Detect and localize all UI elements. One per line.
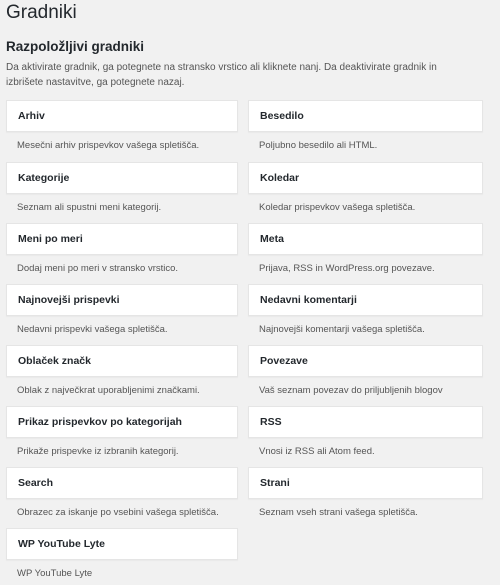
widget-description: Prikaže prispevke iz izbranih kategorij. <box>17 446 179 457</box>
widget-najnovejsi-prispevki[interactable] <box>6 284 238 336</box>
widget-title[interactable]: Povezave <box>248 345 483 377</box>
widget-arhiv[interactable] <box>6 100 238 152</box>
widget-title[interactable]: Meta <box>248 223 483 255</box>
widget-title[interactable]: Strani <box>248 467 483 499</box>
widget-title[interactable]: Meni po meri <box>6 223 238 255</box>
widget-description: Poljubno besedilo ali HTML. <box>259 140 378 151</box>
widget-povezave[interactable] <box>248 345 483 397</box>
widget-rss[interactable] <box>248 406 483 458</box>
page-title: Gradniki <box>6 2 77 23</box>
widget-description: Prijava, RSS in WordPress.org povezave. <box>259 263 435 274</box>
widget-prikaz-prispevkov-po-kategorijah[interactable] <box>6 406 238 458</box>
widget-description: Najnovejši komentarji vašega spletišča. <box>259 324 425 335</box>
widget-description: Nedavni prispevki vašega spletišča. <box>17 324 168 335</box>
widget-oblacek-znack[interactable] <box>6 345 238 397</box>
widget-title[interactable]: Search <box>6 467 238 499</box>
available-widgets-description: Da aktivirate gradnik, ga potegnete na stransko vrstico ali kliknete nanj. Da deaktivirate gradnik in izbrišete nastavitve, ga potegnete nazaj. <box>6 62 437 88</box>
widget-description: Seznam ali spustni meni kategorij. <box>17 202 162 213</box>
widget-description: Vaš seznam povezav do priljubljenih blogov <box>259 385 443 396</box>
widget-description: Koledar prispevkov vašega spletišča. <box>259 202 416 213</box>
widget-description: Oblak z največkrat uporabljenimi značkami. <box>17 385 200 396</box>
widget-title[interactable]: RSS <box>248 406 483 438</box>
widget-wp-youtube-lyte[interactable] <box>6 528 238 580</box>
available-widgets-heading: Razpoložljivi gradniki <box>6 39 145 54</box>
widget-kategorije[interactable] <box>6 162 238 214</box>
widget-description: Seznam vseh strani vašega spletišča. <box>259 507 418 518</box>
widget-description: Vnosi iz RSS ali Atom feed. <box>259 446 375 457</box>
widget-title[interactable]: Arhiv <box>6 100 238 132</box>
widget-title[interactable]: Oblaček značk <box>6 345 238 377</box>
widget-title[interactable]: Najnovejši prispevki <box>6 284 238 316</box>
widget-description: Mesečni arhiv prispevkov vašega spletišča. <box>17 140 200 151</box>
widget-search[interactable] <box>6 467 238 519</box>
widget-meni-po-meri[interactable] <box>6 223 238 275</box>
widget-title[interactable]: Nedavni komentarji <box>248 284 483 316</box>
widget-description: Obrazec za iskanje po vsebini vašega spletišča. <box>17 507 219 518</box>
widget-meta[interactable] <box>248 223 483 275</box>
widget-nedavni-komentarji[interactable] <box>248 284 483 336</box>
widget-besedilo[interactable] <box>248 100 483 152</box>
widget-title[interactable]: Prikaz prispevkov po kategorijah <box>6 406 238 438</box>
widget-koledar[interactable] <box>248 162 483 214</box>
widget-title[interactable]: Kategorije <box>6 162 238 194</box>
widget-description: Dodaj meni po meri v stransko vrstico. <box>17 263 179 274</box>
widget-description: WP YouTube Lyte <box>17 568 93 579</box>
widget-title[interactable]: Koledar <box>248 162 483 194</box>
widget-strani[interactable] <box>248 467 483 519</box>
widget-title[interactable]: WP YouTube Lyte <box>6 528 238 560</box>
widget-title[interactable]: Besedilo <box>248 100 483 132</box>
